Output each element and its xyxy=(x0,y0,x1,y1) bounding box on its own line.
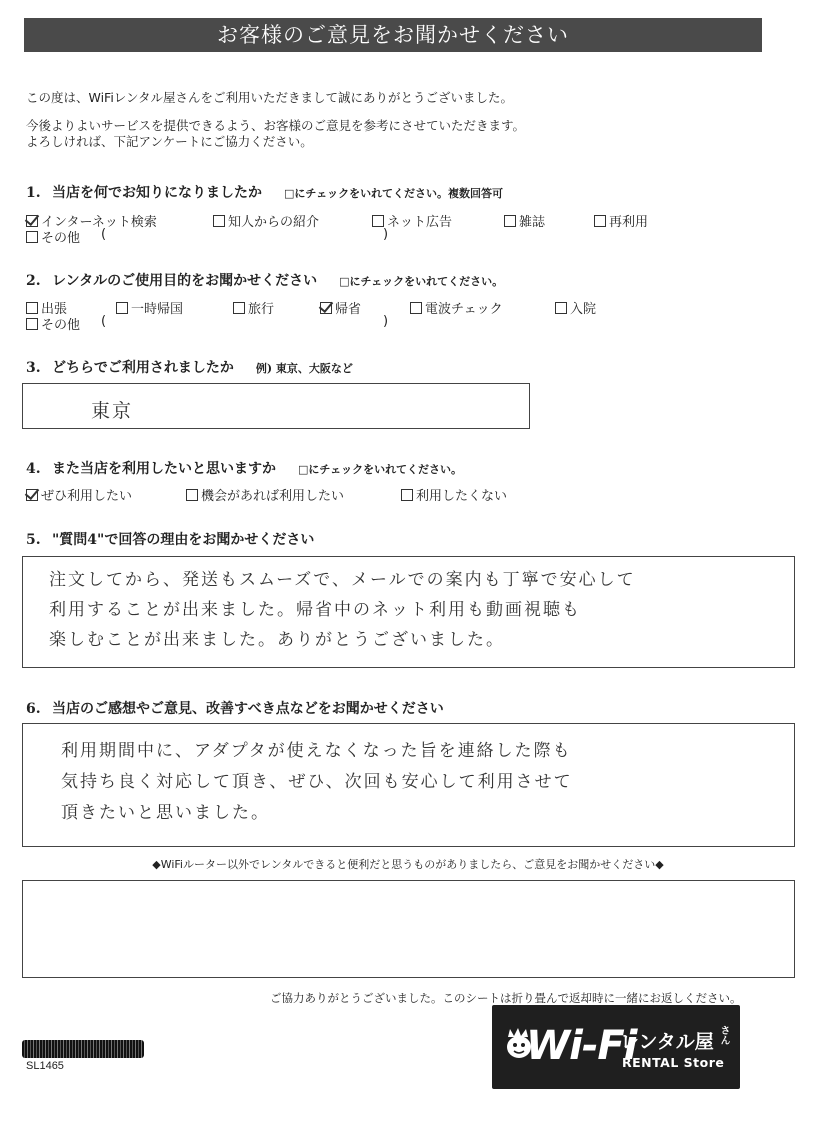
q1-number: 1. xyxy=(26,185,41,201)
q3-number: 3. xyxy=(26,360,41,376)
option-label: 入院 xyxy=(570,302,597,317)
option-label: インターネット検索 xyxy=(41,215,157,230)
checkbox-checked-icon[interactable] xyxy=(26,489,38,501)
option-label: 再利用 xyxy=(609,215,649,230)
q6-answer-box[interactable] xyxy=(22,723,795,847)
q5-title: "質問4"で回答の理由をお聞かせください xyxy=(52,532,315,548)
q4-option-if-chance[interactable] xyxy=(186,485,344,504)
q5-answer-line-2: 利用することが出来ました。帰省中のネット利用も動画視聴も xyxy=(49,600,581,620)
q6-heading xyxy=(26,698,444,718)
option-label: その他 xyxy=(41,318,81,333)
checkbox-icon[interactable] xyxy=(26,302,38,314)
checkbox-icon[interactable] xyxy=(372,215,384,227)
checkbox-checked-icon[interactable] xyxy=(320,302,332,314)
checkbox-icon[interactable] xyxy=(401,489,413,501)
q1-other-close-paren: ) xyxy=(383,227,389,242)
q4-number: 4. xyxy=(26,461,41,477)
checkbox-icon[interactable] xyxy=(504,215,516,227)
option-label: 一時帰国 xyxy=(131,302,184,317)
q4-heading xyxy=(26,458,462,478)
option-label: 利用したくない xyxy=(416,489,508,504)
q5-number: 5. xyxy=(26,532,41,548)
q2-other-open-paren: ( xyxy=(101,314,107,329)
intro-line-1: この度は、WiFiレンタル屋さんをご利用いただきまして誠にありがとうございました。 xyxy=(26,90,514,105)
q3-note: 例) 東京、大阪など xyxy=(255,362,353,375)
q3-answer-text: 東京 xyxy=(91,400,134,422)
checkbox-icon[interactable] xyxy=(410,302,422,314)
logo-wifi-text: Wi-Fi xyxy=(526,1023,637,1069)
option-label: ネット広告 xyxy=(387,215,453,230)
q2-other-close-paren: ) xyxy=(383,314,389,329)
q6-title: 当店のご感想やご意見、改善すべき点などをお聞かせください xyxy=(52,701,444,717)
q5-answer-box[interactable] xyxy=(22,556,795,668)
checkbox-icon[interactable] xyxy=(26,318,38,330)
q2-option-signal-check[interactable] xyxy=(410,298,503,317)
q1-title: 当店を何でお知りになりましたか xyxy=(52,185,262,201)
option-label: 雑誌 xyxy=(519,215,546,230)
q7-heading: ◆WiFiルーター以外でレンタルできると便利だと思うものがありましたら、ご意見をお聞かせください◆ xyxy=(152,858,664,871)
checkbox-icon[interactable] xyxy=(186,489,198,501)
option-label: 帰省 xyxy=(335,302,362,317)
q2-option-temporary-return[interactable] xyxy=(116,298,183,317)
checkbox-icon[interactable] xyxy=(233,302,245,314)
intro-line-3: よろしければ、下記アンケートにご協力ください。 xyxy=(26,134,313,149)
q4-note: □にチェックをいれてください。 xyxy=(298,463,463,476)
q2-option-homecoming[interactable] xyxy=(320,298,361,317)
q4-option-no[interactable] xyxy=(401,485,507,504)
option-label: 機会があれば利用したい xyxy=(201,489,345,504)
q2-option-hospital[interactable] xyxy=(555,298,596,317)
q6-answer-line-3: 頂きたいと思いました。 xyxy=(61,803,270,823)
q2-option-other[interactable] xyxy=(26,314,80,333)
logo-english-text: RENTAL Store xyxy=(622,1055,725,1070)
redacted-barcode xyxy=(22,1040,144,1058)
page-title: お客様のご意見をお聞かせください xyxy=(24,18,762,52)
q3-heading xyxy=(26,357,353,377)
q6-number: 6. xyxy=(26,701,41,717)
option-label: その他 xyxy=(41,231,81,246)
q1-other-open-paren: ( xyxy=(101,227,107,242)
q2-note: □にチェックをいれてください。 xyxy=(339,275,504,288)
q5-answer-line-1: 注文してから、発送もスムーズで、メールでの案内も丁寧で安心して xyxy=(49,570,636,590)
checkbox-icon[interactable] xyxy=(26,231,38,243)
q1-option-other[interactable] xyxy=(26,227,80,246)
q6-answer-line-2: 気持ち良く対応して頂き、ぜひ、次回も安心して利用させて xyxy=(61,772,573,792)
q1-option-referral[interactable] xyxy=(213,211,319,230)
q7-answer-box[interactable] xyxy=(22,880,795,978)
logo-japanese-text: レンタル屋 xyxy=(620,1031,714,1053)
checkbox-icon[interactable] xyxy=(116,302,128,314)
q1-option-reuse[interactable] xyxy=(594,211,648,230)
checkbox-icon[interactable] xyxy=(213,215,225,227)
q2-title: レンタルのご使用目的をお聞かせください xyxy=(52,273,318,289)
option-label: 電波チェック xyxy=(425,302,503,317)
option-label: 出張 xyxy=(41,302,68,317)
q2-option-travel[interactable] xyxy=(233,298,274,317)
q2-heading xyxy=(26,270,503,290)
q2-number: 2. xyxy=(26,273,41,289)
checkbox-icon[interactable] xyxy=(594,215,606,227)
q5-answer-line-3: 楽しむことが出来ました。ありがとうございました。 xyxy=(49,630,505,650)
serial-number: SL1465 xyxy=(26,1060,64,1072)
option-label: 旅行 xyxy=(248,302,275,317)
q1-option-magazine[interactable] xyxy=(504,211,545,230)
option-label: ぜひ利用したい xyxy=(41,489,133,504)
logo-san-text: さん xyxy=(718,1025,729,1045)
wifi-rental-store-logo xyxy=(492,1005,740,1089)
q6-answer-line-1: 利用期間中に、アダプタが使えなくなった旨を連絡した際も xyxy=(61,741,572,761)
thanks-note: ご協力ありがとうございました。このシートは折り畳んで返却時に一緒にお返しください。 xyxy=(270,991,742,1005)
option-label: 知人からの紹介 xyxy=(228,215,320,230)
checkbox-icon[interactable] xyxy=(555,302,567,314)
q3-title: どちらでご利用されましたか xyxy=(52,360,234,376)
q1-heading xyxy=(26,182,503,202)
q5-heading xyxy=(26,529,314,549)
q1-note: □にチェックをいれてください。複数回答可 xyxy=(284,187,504,200)
checkbox-checked-icon[interactable] xyxy=(26,215,38,227)
intro-line-2: 今後よりよいサービスを提供できるよう、お客様のご意見を参考にさせていただきます。 xyxy=(26,118,526,133)
q4-option-definitely[interactable] xyxy=(26,485,132,504)
q3-answer-box[interactable] xyxy=(22,383,530,429)
q4-title: また当店を利用したいと思いますか xyxy=(52,461,276,477)
